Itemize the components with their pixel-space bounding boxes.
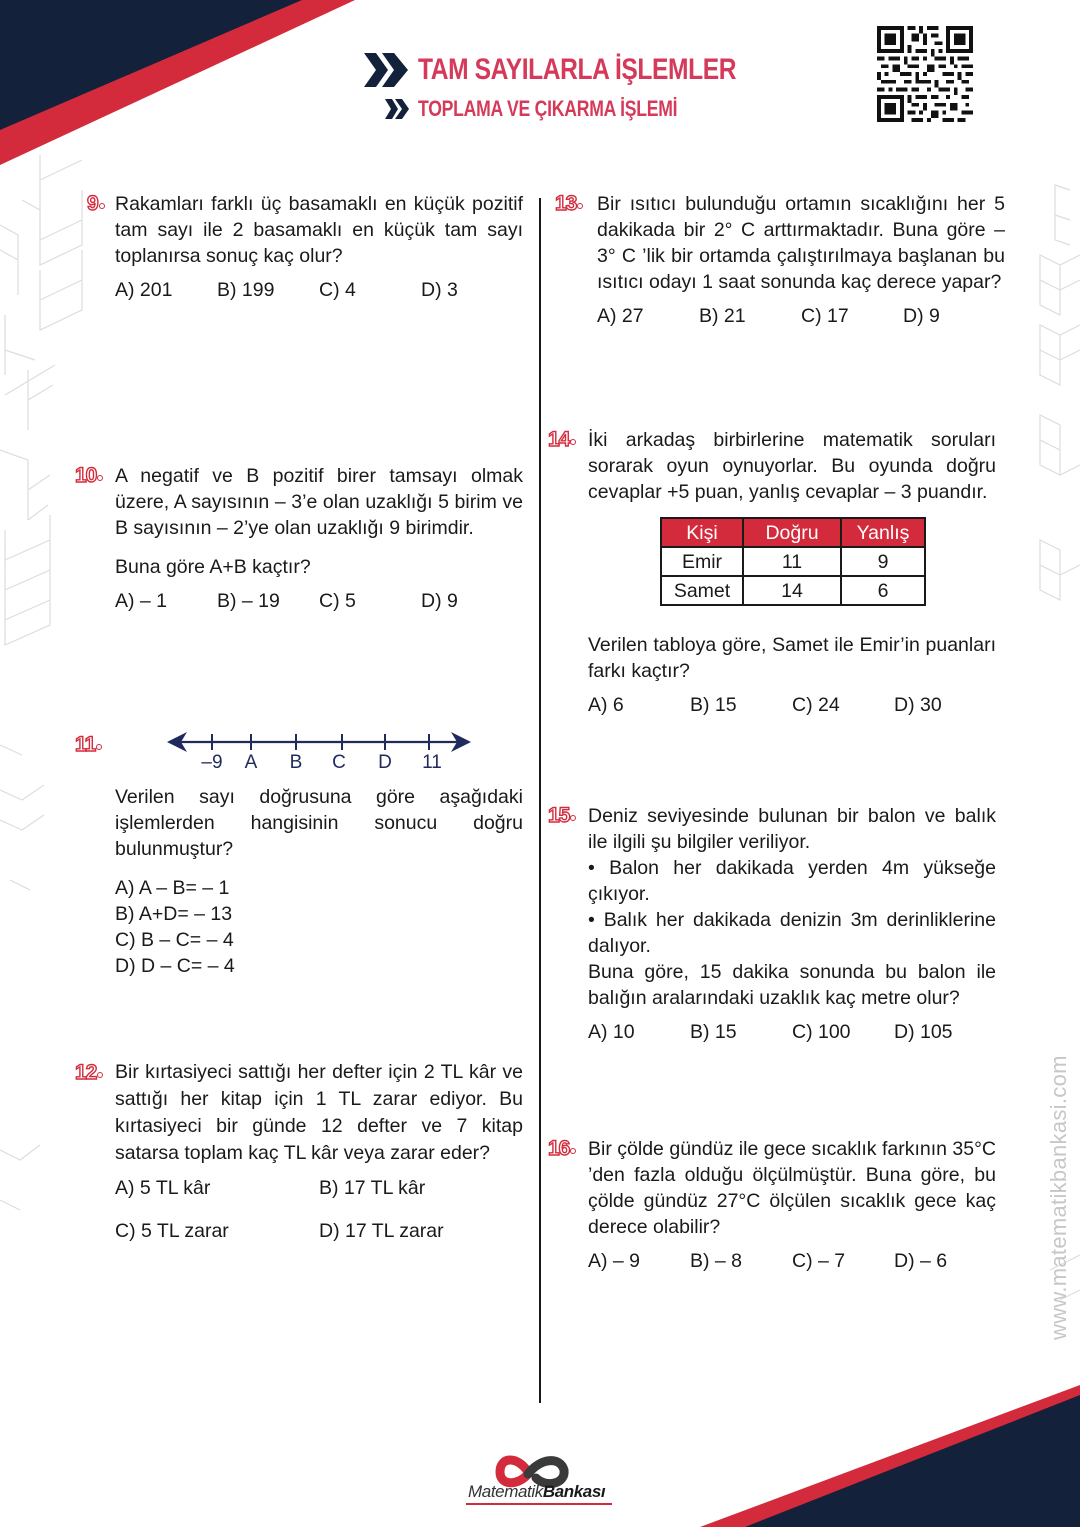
column-divider: [539, 198, 541, 1403]
option-c[interactable]: C) – 7: [792, 1250, 846, 1272]
page-subtitle: TOPLAMA VE ÇIKARMA İŞLEMİ: [418, 96, 678, 121]
qr-code[interactable]: [877, 26, 973, 122]
question-text: Bir kırtasiyeci sattığı her defter için 2 TL kâr ve sattığı her kitap için 1 TL zarar ediyor. Bu kırtasiyeci bir günde 12 defter ve 7 kitap satarsa toplam kaç TL kâr veya zarar eder?: [115, 1061, 523, 1164]
option-a[interactable]: A) 201: [115, 279, 173, 301]
option-b[interactable]: B) 21: [699, 305, 746, 327]
website-watermark: www.matematikbankasi.com: [1046, 1055, 1071, 1340]
table-header: Yanlış: [841, 518, 925, 547]
question-number-badge: 9: [87, 191, 105, 217]
option-c[interactable]: C) 17: [801, 305, 849, 327]
question-text: Bir çölde gündüz ile gece sıcaklık farkının 35°C ’den fazla olduğu ölçülmüştür. Buna göre, bu çölde gündüz 27°C ölçülen sıcaklık gece kaç derece olabilir?: [588, 1138, 996, 1238]
option-d[interactable]: D) 105: [894, 1021, 953, 1043]
option-a[interactable]: A) 10: [588, 1021, 635, 1043]
question-15: [548, 803, 996, 1045]
option-a[interactable]: A) 5 TL kâr: [115, 1177, 211, 1199]
question-14: [548, 427, 996, 718]
question-text: Bir ısıtıcı bulunduğu ortamın sıcaklığını her 5 dakikada bir 2° C arttırmaktadır. Buna göre – 3° C ’lik bir ortamda çalıştırılmaya başlanan bu ısıtıcı odayı 1 saat sonunda kaç derece yapar?: [597, 193, 1005, 293]
question-10: [75, 463, 523, 614]
option-b[interactable]: B) – 19: [217, 590, 280, 612]
option-b[interactable]: B) A+D= – 13: [115, 903, 233, 925]
tick-label: 11: [422, 752, 442, 773]
option-b[interactable]: B) – 8: [690, 1250, 743, 1272]
question-text: Rakamları farklı üç basamaklı en küçük pozitif tam sayı ile 2 basamaklı en küçük tam sayı toplanırsa sonuç kaç olur?: [115, 193, 523, 267]
question-number-badge: 16: [548, 1136, 576, 1162]
brand-logo-text: MatematikBankası: [468, 1482, 606, 1501]
question-text: Deniz seviyesinde bulunan bir balon ve balık ile ilgili şu bilgiler veriliyor.: [588, 805, 996, 853]
question-number-badge: 14: [548, 427, 576, 453]
table-header: Doğru: [743, 518, 841, 547]
number-line: [165, 726, 475, 776]
option-b[interactable]: B) 17 TL kâr: [319, 1177, 426, 1199]
option-a[interactable]: A) 27: [597, 305, 644, 327]
option-c[interactable]: C) 100: [792, 1021, 851, 1043]
option-a[interactable]: A) – 9: [588, 1250, 641, 1272]
option-b[interactable]: B) 15: [690, 1021, 737, 1043]
question-11: [75, 732, 523, 979]
question-number-badge: 15: [548, 803, 576, 829]
option-d[interactable]: D) D – C= – 4: [115, 955, 235, 977]
table-cell: 6: [841, 576, 925, 605]
option-c[interactable]: C) 5: [319, 590, 356, 612]
question-prompt: Buna göre A+B kaçtır?: [115, 556, 311, 578]
question-13: [555, 191, 1005, 329]
page-title: TAM SAYILARLA İŞLEMLER: [418, 53, 737, 86]
answer-options: [588, 692, 996, 718]
option-d[interactable]: D) 17 TL zarar: [319, 1220, 444, 1242]
bullet-item: • Balık her dakikada denizin 3m derinliklerine dalıyor.: [588, 909, 996, 957]
table-cell: 11: [743, 547, 841, 576]
question-number-badge: 10: [75, 463, 103, 489]
table-header: Kişi: [661, 518, 743, 547]
question-prompt: Buna göre, 15 dakika sonunda bu balon ile balığın aralarındaki uzaklık kaç metre olur?: [588, 961, 996, 1009]
bullet-item: • Balon her dakikada yerden 4m yükseğe çıkıyor.: [588, 857, 996, 905]
tick-label: C: [332, 752, 346, 773]
question-number-badge: 13: [555, 191, 583, 217]
option-c[interactable]: C) 5 TL zarar: [115, 1220, 229, 1242]
option-d[interactable]: D) 9: [421, 590, 458, 612]
table-cell: 14: [743, 576, 841, 605]
question-number-badge: 11: [75, 732, 102, 758]
tick-label: B: [289, 752, 303, 773]
question-text: İki arkadaş birbirlerine matematik soruları sorarak oyun oynuyorlar. Bu oyunda doğru cevaplar +5 puan, yanlış cevaplar – 3 puandır.: [588, 429, 996, 503]
tick-label: A: [244, 752, 258, 773]
option-d[interactable]: D) 9: [903, 305, 940, 327]
question-prompt: Verilen tabloya göre, Samet ile Emir’in puanları farkı kaçtır?: [588, 634, 996, 682]
option-a[interactable]: A) 6: [588, 694, 624, 716]
answer-options: [588, 1248, 996, 1274]
table-row: [661, 547, 925, 576]
answer-options: [588, 1019, 996, 1045]
question-text: Verilen sayı doğrusuna göre aşağıdaki işlemlerden hangisinin sonucu doğru bulunmuştur?: [115, 786, 523, 860]
logo-underline: [466, 1503, 612, 1505]
question-text: A negatif ve B pozitif birer tamsayı olmak üzere, A sayısının – 3’e olan uzaklığı 5 birim ve B sayısının – 2’ye olan uzaklığı 9 birimdir.: [115, 465, 523, 539]
answer-options: [115, 875, 523, 979]
page-header: [362, 50, 806, 124]
option-d[interactable]: D) 30: [894, 694, 942, 716]
option-d[interactable]: D) – 6: [894, 1250, 948, 1272]
answer-options: [115, 1175, 523, 1245]
option-c[interactable]: C) 4: [319, 279, 356, 301]
score-table: [660, 517, 926, 606]
option-c[interactable]: C) B – C= – 4: [115, 929, 234, 951]
table-cell: Emir: [661, 547, 743, 576]
table-cell: Samet: [661, 576, 743, 605]
table-cell: 9: [841, 547, 925, 576]
question-16: [548, 1136, 996, 1274]
tick-label: –9: [201, 752, 223, 773]
option-b[interactable]: B) 15: [690, 694, 737, 716]
option-c[interactable]: C) 24: [792, 694, 840, 716]
question-12: [75, 1059, 523, 1245]
answer-options: [597, 303, 1005, 329]
question-9: [87, 191, 523, 303]
double-chevron-icon: [362, 53, 410, 87]
double-chevron-icon-small: [384, 99, 410, 119]
answer-options: [115, 588, 523, 614]
tick-label: D: [378, 752, 392, 773]
option-b[interactable]: B) 199: [217, 279, 275, 301]
option-a[interactable]: A) A – B= – 1: [115, 877, 230, 899]
option-d[interactable]: D) 3: [421, 279, 458, 301]
question-number-badge: 12: [75, 1059, 103, 1086]
answer-options: [115, 277, 523, 303]
option-a[interactable]: A) – 1: [115, 590, 168, 612]
table-row: [661, 576, 925, 605]
